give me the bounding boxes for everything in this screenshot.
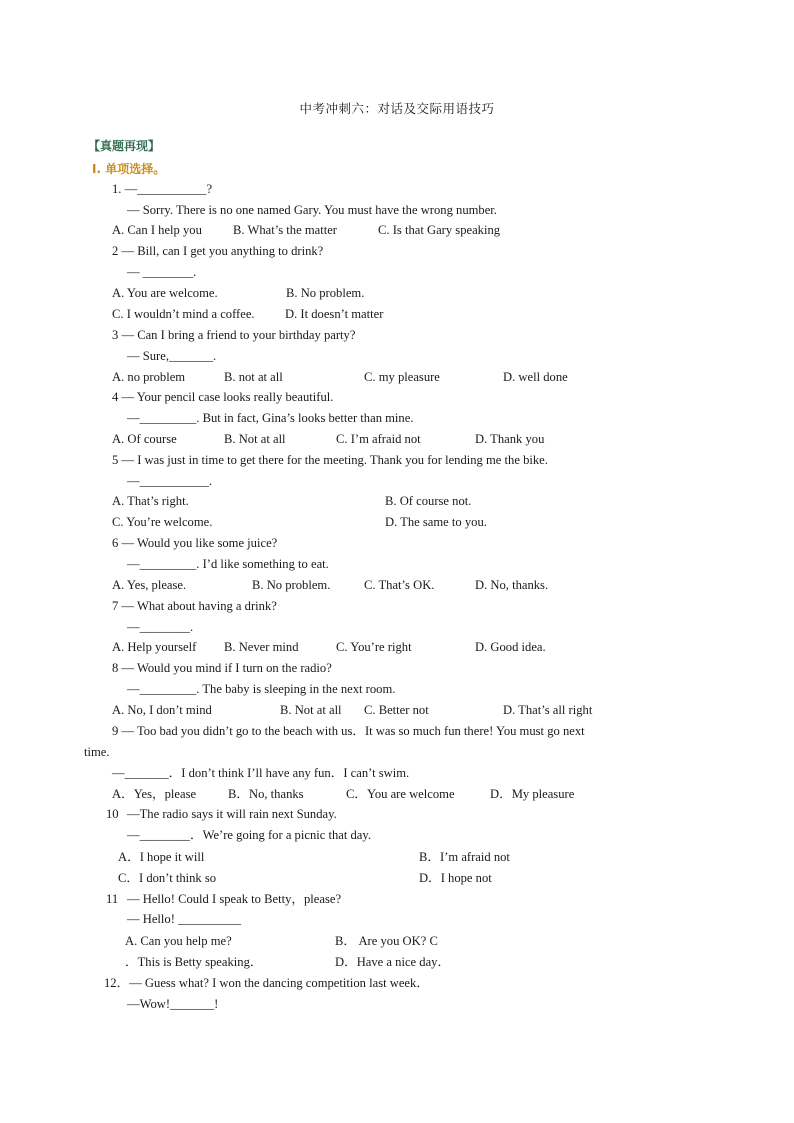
question-3-option-a: A. no problem [112, 370, 186, 384]
question-5-option-b: B. Of course not. [385, 494, 472, 508]
question-6-reply: —_________. I’d like something to eat. [127, 557, 329, 571]
question-2-option-a: A. You are welcome. [112, 286, 218, 300]
question-11-option-d: D．Have a nice day． [335, 955, 451, 969]
question-11-option-b: B． Are you OK? C [335, 934, 438, 948]
question-12-reply: —Wow!_______! [127, 997, 219, 1011]
question-6-option-d: D. No, thanks. [475, 578, 549, 592]
question-10-reply: —________．We’re going for a picnic that day. [127, 828, 372, 842]
question-1-stem: 1. —___________? [112, 182, 213, 196]
question-10-option-a: A．I hope it will [118, 850, 205, 864]
question-1-option-c: C. Is that Gary speaking [378, 223, 501, 237]
question-9-reply: —_______．I don’t think I’ll have any fun．I can’t swim. [112, 766, 410, 780]
question-8-option-c: C. Better not [364, 703, 429, 717]
question-12-stem: 12．— Guess what? I won the dancing competition last week． [104, 976, 429, 990]
question-7-stem: 7 — What about having a drink? [112, 599, 277, 613]
question-5-option-d: D. The same to you. [385, 515, 487, 529]
question-3-option-c: C. my pleasure [364, 370, 440, 384]
question-9-option-a: A．Yes，please [112, 787, 197, 801]
question-2-option-c: C. I wouldn’t mind a coffee. [112, 307, 255, 321]
question-6-option-c: C. That’s OK. [364, 578, 435, 592]
question-4-option-b: B. Not at all [224, 432, 286, 446]
question-5-option-a: A. That’s right. [112, 494, 189, 508]
question-10-number: 10 [106, 807, 119, 821]
part-label: I. 单项选择。 [92, 162, 166, 176]
question-4-stem: 4 — Your pencil case looks really beautiful. [112, 390, 334, 404]
question-9-stem: 9 — Too bad you didn’t go to the beach with us．It was so much fun there! You must go next [112, 724, 585, 738]
question-5-reply: —___________. [127, 474, 213, 488]
question-4-option-a: A. Of course [112, 432, 177, 446]
question-6-option-b: B. No problem. [252, 578, 331, 592]
question-6-stem: 6 — Would you like some juice? [112, 536, 278, 550]
question-3-option-b: B. not at all [224, 370, 283, 384]
question-1-option-a: A. Can I help you [112, 223, 202, 237]
question-7-option-b: B. Never mind [224, 640, 299, 654]
question-3-reply: — Sure,_______. [127, 349, 217, 363]
question-9-option-c: C．You are welcome [346, 787, 455, 801]
question-4-option-d: D. Thank you [475, 432, 545, 446]
question-9-option-b: B．No, thanks [228, 787, 304, 801]
question-8-option-a: A. No, I don’t mind [112, 703, 212, 717]
question-3-stem: 3 — Can I bring a friend to your birthday party? [112, 328, 356, 342]
question-3-option-d: D. well done [503, 370, 568, 384]
question-10-stem: —The radio says it will rain next Sunday. [127, 807, 337, 821]
question-8-option-d: D. That’s all right [503, 703, 593, 717]
question-11-stem: — Hello! Could I speak to Betty，please? [127, 892, 342, 906]
question-10-option-b: B．I’m afraid not [419, 850, 510, 864]
page-title: 中考冲刺六：对话及交际用语技巧 [299, 101, 495, 116]
question-4-option-c: C. I’m afraid not [336, 432, 421, 446]
question-1-reply: — Sorry. There is no one named Gary. You must have the wrong number. [127, 203, 497, 217]
question-8-stem: 8 — Would you mind if I turn on the radio? [112, 661, 332, 675]
question-7-option-c: C. You’re right [336, 640, 412, 654]
question-10-option-c: C．I don’t think so [118, 871, 217, 885]
question-6-option-a: A. Yes, please. [112, 578, 187, 592]
question-2-option-b: B. No problem. [286, 286, 365, 300]
question-5-stem: 5 — I was just in time to get there for the meeting. Thank you for lending me the bike. [112, 453, 548, 467]
question-7-option-a: A. Help yourself [112, 640, 197, 654]
question-2-option-d: D. It doesn’t matter [285, 307, 384, 321]
question-7-reply: —________. [127, 620, 194, 634]
question-11-option-a: A. Can you help me? [125, 934, 232, 948]
question-10-option-d: D．I hope not [419, 871, 492, 885]
question-5-option-c: C. You’re welcome. [112, 515, 213, 529]
question-7-option-d: D. Good idea. [475, 640, 546, 654]
question-8-option-b: B. Not at all [280, 703, 342, 717]
question-9-stem-continued: time. [84, 745, 110, 759]
question-11-reply: — Hello! __________ [127, 912, 242, 926]
question-11-option-c: ．This is Betty speaking． [125, 955, 263, 969]
question-11-number: 11 [106, 892, 119, 906]
section-label: 【真题再现】 [88, 139, 161, 153]
question-9-option-d: D．My pleasure [490, 787, 575, 801]
question-8-reply: —_________. The baby is sleeping in the next room. [127, 682, 396, 696]
question-4-reply: —_________. But in fact, Gina’s looks better than mine. [127, 411, 414, 425]
question-2-stem: 2 — Bill, can I get you anything to drink? [112, 244, 324, 258]
question-1-option-b: B. What’s the matter [233, 223, 337, 237]
question-2-reply: — ________. [127, 265, 197, 279]
